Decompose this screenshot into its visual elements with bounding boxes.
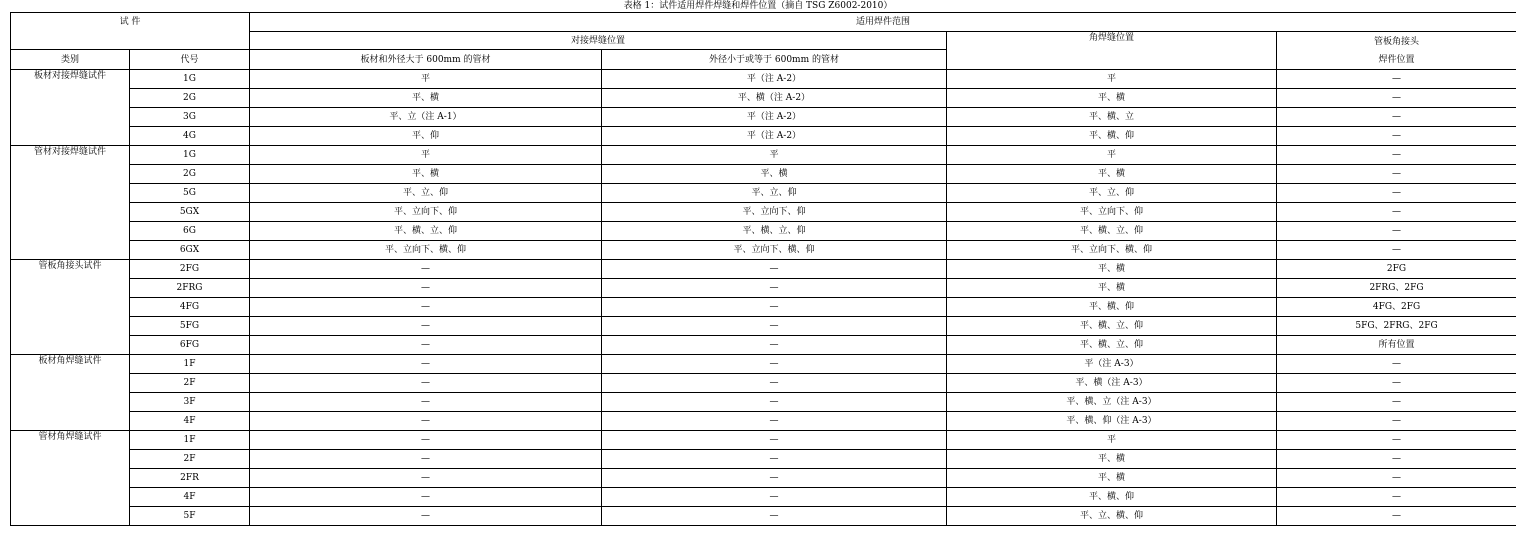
fillet-cell: 平、横、立 (947, 108, 1277, 127)
fillet-cell: 平、横 (947, 469, 1277, 488)
code-cell: 2G (130, 165, 250, 184)
plate-large-cell: — (250, 488, 602, 507)
category-cell: 管材角焊缝试件 (11, 431, 130, 526)
table-row (11, 127, 1516, 146)
fillet-cell: 平、横、仰 (947, 488, 1277, 507)
plate-large-cell: — (250, 507, 602, 526)
table-row (11, 355, 1516, 374)
fillet-cell: 平、横、仰 (947, 127, 1277, 146)
fillet-cell: 平、横、仰 (947, 298, 1277, 317)
fillet-cell: 平（注 A-3） (947, 355, 1277, 374)
welding-position-table (10, 12, 1516, 526)
plate-large-cell: 平、立（注 A-1） (250, 108, 602, 127)
table-row (11, 165, 1516, 184)
pipe-small-cell: — (602, 393, 947, 412)
pipe-small-cell: — (602, 279, 947, 298)
code-cell: 1G (130, 146, 250, 165)
plate-large-header: 板材和外径大于 600mm 的管材 (250, 50, 602, 70)
code-cell: 5GX (130, 203, 250, 222)
table-row (11, 412, 1516, 431)
pipe-small-cell: — (602, 412, 947, 431)
fillet-cell: 平、横、立、仰 (947, 317, 1277, 336)
fillet-cell: 平、立向下、横、仰 (947, 241, 1277, 260)
fillet-cell: 平、横、立（注 A-3） (947, 393, 1277, 412)
code-cell: 6FG (130, 336, 250, 355)
code-cell: 2FR (130, 469, 250, 488)
pipe-small-cell: — (602, 355, 947, 374)
table-row (11, 241, 1516, 260)
code-cell: 5FG (130, 317, 250, 336)
plate-large-cell: — (250, 279, 602, 298)
tube-joint-cell: — (1277, 355, 1516, 374)
fillet-cell: 平 (947, 431, 1277, 450)
category-cell: 板材角焊缝试件 (11, 355, 130, 431)
range-header: 适用焊件范围 (250, 13, 1516, 32)
table-row (11, 146, 1516, 165)
code-cell: 2FG (130, 260, 250, 279)
table-row (11, 222, 1516, 241)
table-row (11, 336, 1516, 355)
fillet-cell: 平 (947, 146, 1277, 165)
pipe-small-cell: — (602, 374, 947, 393)
tube-joint-cell: — (1277, 89, 1516, 108)
table-body (11, 13, 1516, 526)
tube-joint-cell: 5FG、2FRG、2FG (1277, 317, 1516, 336)
table-row (11, 203, 1516, 222)
plate-large-cell: 平、仰 (250, 127, 602, 146)
butt-position-header: 对接焊缝位置 (250, 32, 947, 50)
tube-joint-cell: — (1277, 127, 1516, 146)
tube-joint-cell: — (1277, 393, 1516, 412)
code-cell: 5F (130, 507, 250, 526)
tube-joint-cell: 所有位置 (1277, 336, 1516, 355)
code-cell: 1G (130, 70, 250, 89)
code-cell: 2F (130, 450, 250, 469)
plate-large-cell: — (250, 450, 602, 469)
tube-joint-cell: — (1277, 450, 1516, 469)
pipe-small-cell: — (602, 260, 947, 279)
tube-joint-cell: — (1277, 165, 1516, 184)
pipe-small-cell: — (602, 450, 947, 469)
plate-large-cell: 平、立、仰 (250, 184, 602, 203)
header-row-1 (11, 13, 1516, 32)
tube-joint-cell: — (1277, 412, 1516, 431)
code-cell: 6G (130, 222, 250, 241)
code-cell: 4G (130, 127, 250, 146)
table-row (11, 89, 1516, 108)
table-row (11, 298, 1516, 317)
pipe-small-cell: — (602, 469, 947, 488)
tube-joint-cell: — (1277, 507, 1516, 526)
fillet-cell: 平、横 (947, 450, 1277, 469)
pipe-small-cell: 平、立向下、横、仰 (602, 241, 947, 260)
pipe-small-cell: — (602, 507, 947, 526)
pipe-small-cell: 平（注 A-2） (602, 70, 947, 89)
code-cell: 4FG (130, 298, 250, 317)
table-row (11, 108, 1516, 127)
tube-joint-header (1277, 32, 1516, 70)
code-cell: 6GX (130, 241, 250, 260)
tube-joint-cell: — (1277, 431, 1516, 450)
tube-joint-cell: 2FRG、2FG (1277, 279, 1516, 298)
plate-large-cell: 平、横 (250, 165, 602, 184)
table-row (11, 279, 1516, 298)
code-cell: 5G (130, 184, 250, 203)
code-cell: 1F (130, 431, 250, 450)
code-cell: 3F (130, 393, 250, 412)
category-header: 类别 (11, 50, 130, 70)
code-cell: 4F (130, 412, 250, 431)
fillet-cell: 平、立、横、仰 (947, 507, 1277, 526)
pipe-small-header: 外径小于或等于 600mm 的管材 (602, 50, 947, 70)
plate-large-cell: — (250, 431, 602, 450)
code-header: 代号 (130, 50, 250, 70)
code-cell: 2F (130, 374, 250, 393)
table-caption: 表格 1：试件适用焊件焊缝和焊件位置（摘自 TSG Z6002-2010） (623, 1, 893, 11)
pipe-small-cell: 平、横 (602, 165, 947, 184)
tube-joint-cell: — (1277, 222, 1516, 241)
plate-large-cell: — (250, 336, 602, 355)
pipe-small-cell: — (602, 298, 947, 317)
plate-large-cell: — (250, 298, 602, 317)
plate-large-cell: — (250, 374, 602, 393)
fillet-cell: 平、横、仰（注 A-3） (947, 412, 1277, 431)
table-row (11, 317, 1516, 336)
table-row (11, 431, 1516, 450)
plate-large-cell: — (250, 469, 602, 488)
tube-joint-cell: 2FG (1277, 260, 1516, 279)
tube-joint-cell: — (1277, 70, 1516, 89)
plate-large-cell: 平、横、立、仰 (250, 222, 602, 241)
plate-large-cell: — (250, 317, 602, 336)
plate-large-cell: — (250, 393, 602, 412)
tube-joint-header-line1: 管板角接头 (1374, 37, 1420, 47)
plate-large-cell: 平 (250, 70, 602, 89)
fillet-position-header: 角焊缝位置 (947, 32, 1277, 70)
pipe-small-cell: — (602, 336, 947, 355)
tube-joint-cell: — (1277, 469, 1516, 488)
tube-joint-cell: — (1277, 184, 1516, 203)
code-cell: 1F (130, 355, 250, 374)
table-row (11, 450, 1516, 469)
plate-large-cell: 平、立向下、横、仰 (250, 241, 602, 260)
fillet-cell: 平、横 (947, 279, 1277, 298)
pipe-small-cell: — (602, 431, 947, 450)
plate-large-cell: — (250, 355, 602, 374)
fillet-cell: 平、立向下、仰 (947, 203, 1277, 222)
table-row (11, 393, 1516, 412)
table-row (11, 488, 1516, 507)
tube-joint-cell: — (1277, 241, 1516, 260)
code-cell: 2G (130, 89, 250, 108)
plate-large-cell: — (250, 412, 602, 431)
pipe-small-cell: 平、横（注 A-2） (602, 89, 947, 108)
pipe-small-cell: 平、立向下、仰 (602, 203, 947, 222)
code-cell: 2FRG (130, 279, 250, 298)
plate-large-cell: — (250, 260, 602, 279)
tube-joint-cell: — (1277, 108, 1516, 127)
tube-joint-cell: — (1277, 203, 1516, 222)
specimen-header-spacer (11, 32, 250, 50)
table-row (11, 374, 1516, 393)
tube-joint-cell: — (1277, 374, 1516, 393)
tube-joint-header-line2: 焊件位置 (1378, 55, 1415, 65)
table-row (11, 469, 1516, 488)
pipe-small-cell: — (602, 317, 947, 336)
plate-large-cell: 平、立向下、仰 (250, 203, 602, 222)
specimen-header: 试 件 (11, 13, 250, 32)
header-row-2 (11, 32, 1516, 50)
tube-joint-cell: — (1277, 146, 1516, 165)
fillet-cell: 平、横、立、仰 (947, 222, 1277, 241)
fillet-cell: 平、横、立、仰 (947, 336, 1277, 355)
table-row (11, 507, 1516, 526)
tube-joint-cell: 4FG、2FG (1277, 298, 1516, 317)
plate-large-cell: 平 (250, 146, 602, 165)
fillet-cell: 平、横 (947, 89, 1277, 108)
pipe-small-cell: 平（注 A-2） (602, 127, 947, 146)
table-row (11, 184, 1516, 203)
pipe-small-cell: 平、横、立、仰 (602, 222, 947, 241)
fillet-cell: 平、立、仰 (947, 184, 1277, 203)
code-cell: 4F (130, 488, 250, 507)
table-row (11, 70, 1516, 89)
tube-joint-cell: — (1277, 488, 1516, 507)
category-cell: 管材对接焊缝试件 (11, 146, 130, 260)
fillet-cell: 平、横 (947, 165, 1277, 184)
table-row (11, 260, 1516, 279)
category-cell: 板材对接焊缝试件 (11, 70, 130, 146)
fillet-cell: 平 (947, 70, 1277, 89)
fillet-cell: 平、横 (947, 260, 1277, 279)
category-cell: 管板角接头试件 (11, 260, 130, 355)
pipe-small-cell: 平、立、仰 (602, 184, 947, 203)
pipe-small-cell: 平 (602, 146, 947, 165)
code-cell: 3G (130, 108, 250, 127)
fillet-cell: 平、横（注 A-3） (947, 374, 1277, 393)
pipe-small-cell: 平（注 A-2） (602, 108, 947, 127)
plate-large-cell: 平、横 (250, 89, 602, 108)
pipe-small-cell: — (602, 488, 947, 507)
